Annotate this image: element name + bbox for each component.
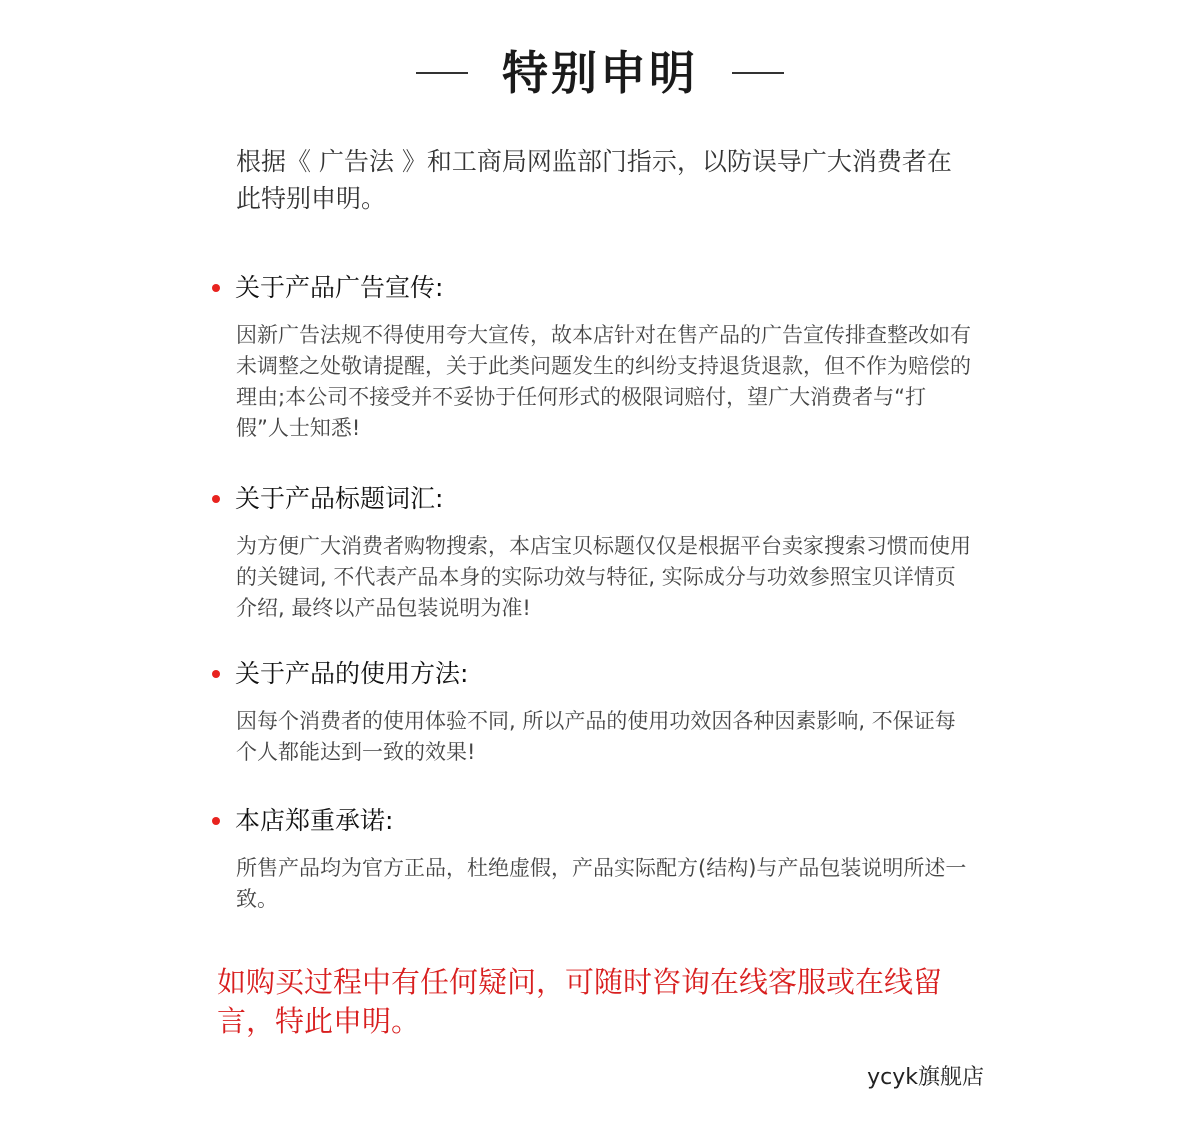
section-usage bbox=[212, 656, 992, 768]
bullet-dot-icon bbox=[212, 495, 220, 503]
page-header bbox=[0, 38, 1200, 108]
section-body: 因每个消费者的使用体验不同, 所以产品的使用功效因各种因素影响, 不保证每个人都能达到一致的效果! bbox=[236, 709, 956, 764]
contact-notice: 如购买过程中有任何疑问，可随时咨询在线客服或在线留言，特此申明。 bbox=[217, 965, 943, 1038]
section-title: 本店郑重承诺: bbox=[235, 806, 394, 835]
bullet-dot-icon bbox=[212, 817, 220, 825]
section-advertising bbox=[212, 270, 992, 444]
section-heading bbox=[212, 656, 992, 692]
section-title: 关于产品的使用方法: bbox=[235, 659, 469, 688]
section-title-keywords bbox=[212, 481, 992, 624]
section-heading bbox=[212, 803, 992, 839]
page-title: 特别申明 bbox=[502, 46, 698, 100]
intro-paragraph: 根据《 广告法 》和工商局网监部门指示，以防误导广大消费者在此特别申明。 bbox=[236, 147, 952, 213]
section-body: 为方便广大消费者购物搜索，本店宝贝标题仅仅是根据平台卖家搜索习惯而使用的关键词, 不代表产品本身的实际功效与特征, 实际成分与功效参照宝贝详情页介绍, 最终以产品包装说明为准! bbox=[236, 534, 971, 620]
title-left-rule bbox=[416, 72, 468, 74]
title-right-rule bbox=[732, 72, 784, 74]
section-body: 因新广告法规不得使用夸大宣传，故本店针对在售产品的广告宣传排查整改如有未调整之处敬请提醒，关于此类问题发生的纠纷支持退货退款，但不作为赔偿的理由;本公司不接受并不妥协于任何形式的极限词赔付，望广大消费者与“打假”人士知悉! bbox=[236, 323, 971, 440]
shop-signature: ycyk旗舰店 bbox=[867, 1065, 984, 1090]
section-commitment bbox=[212, 803, 992, 915]
section-title: 关于产品标题词汇: bbox=[235, 484, 444, 513]
section-heading bbox=[212, 270, 992, 306]
bullet-dot-icon bbox=[212, 284, 220, 292]
bullet-dot-icon bbox=[212, 670, 220, 678]
section-title: 关于产品广告宣传: bbox=[235, 273, 444, 302]
section-body: 所售产品均为官方正品，杜绝虚假，产品实际配方(结构)与产品包装说明所述一致。 bbox=[236, 856, 967, 911]
section-heading bbox=[212, 481, 992, 517]
